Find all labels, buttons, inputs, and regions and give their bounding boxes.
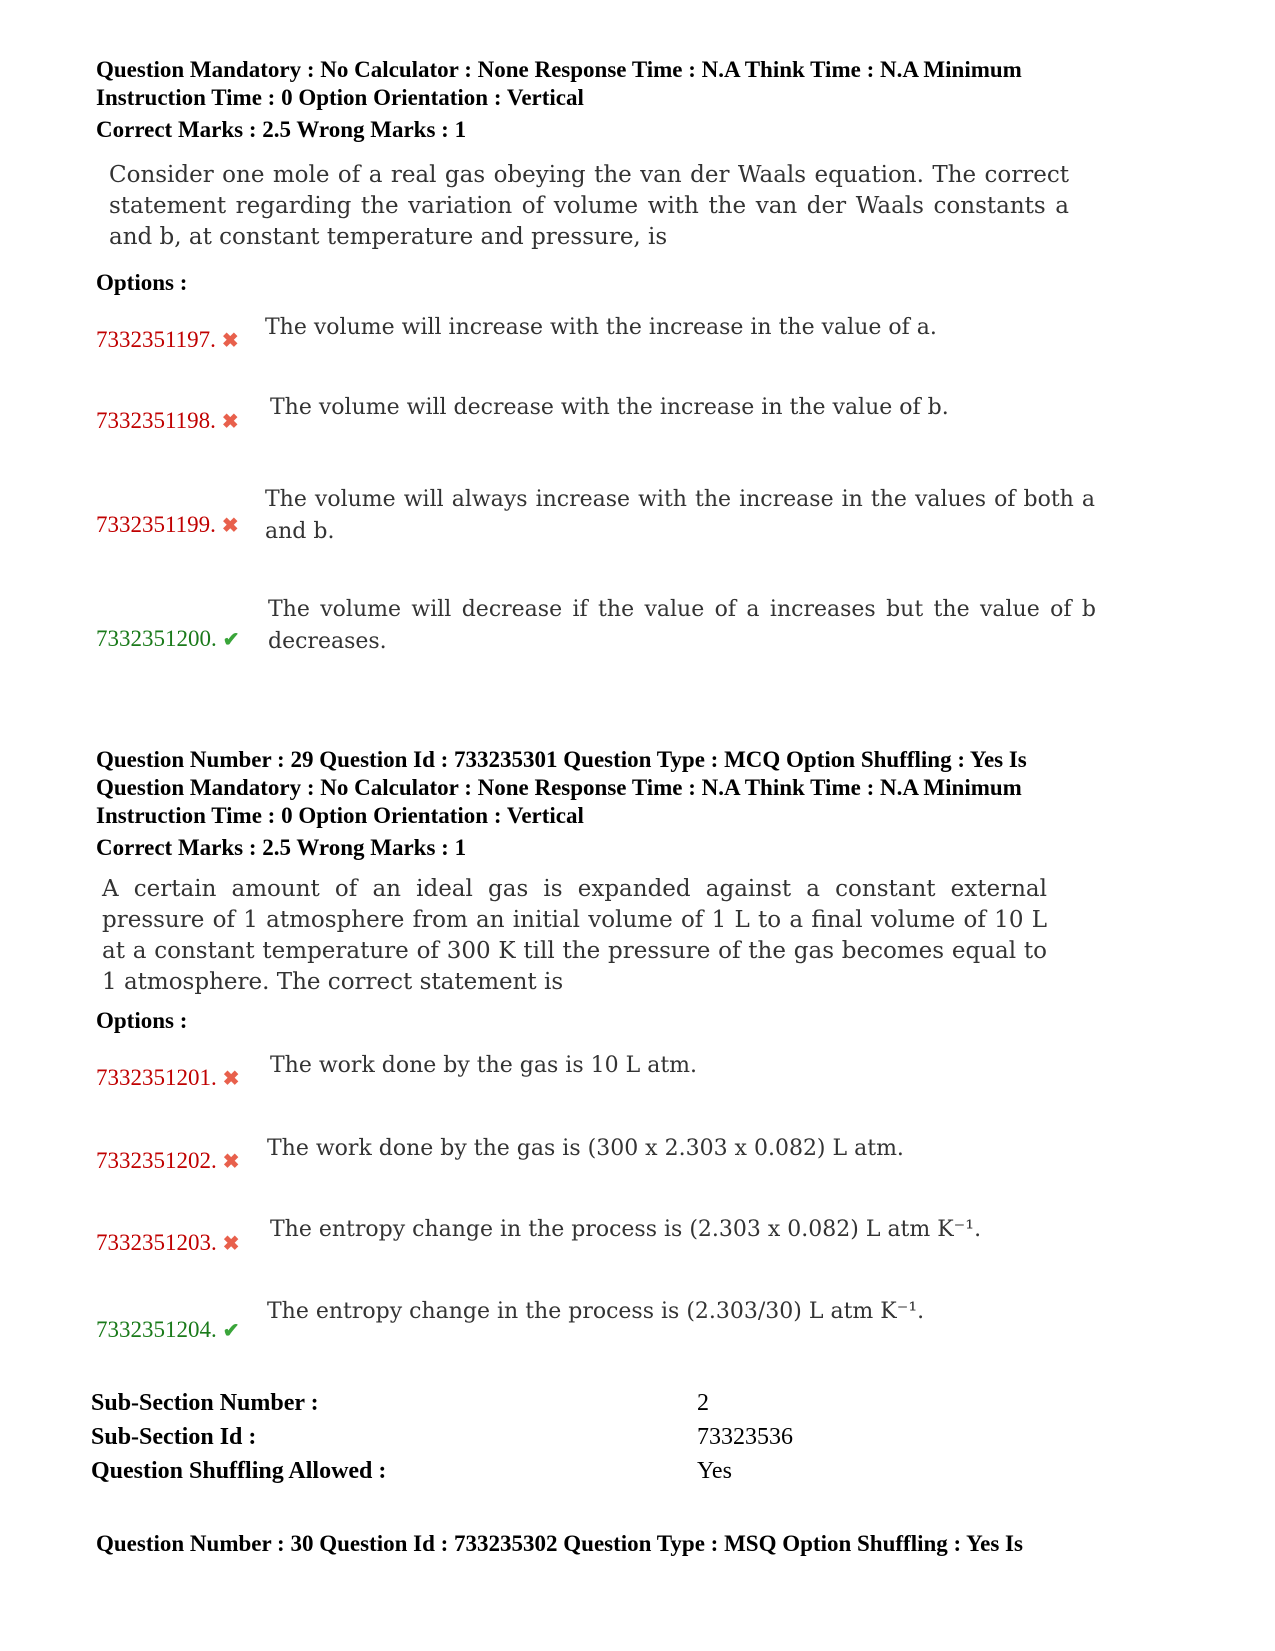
q28-option-3-id: 7332351199. ✖ [96, 512, 239, 537]
wrong-mark-icon: ✖ [221, 515, 239, 537]
wrong-mark-icon: ✖ [221, 330, 239, 352]
subsection-id-label: Sub-Section Id : [91, 1424, 257, 1450]
q29-option-2-text: The work done by the gas is (300 x 2.303 x 0.082) L atm. [267, 1136, 904, 1161]
q29-option-3-id: 7332351203. ✖ [96, 1230, 240, 1255]
q28-option-1-text: The volume will increase with the increase in the value of a. [265, 315, 937, 340]
correct-mark-icon: ✔ [222, 1320, 240, 1342]
wrong-mark-icon: ✖ [221, 411, 239, 433]
q30-meta-line-1: Question Number : 30 Question Id : 733235302 Question Type : MSQ Option Shuffling : Yes Is [96, 1531, 1023, 1556]
q28-option-4-text: The volume will decrease if the value of a increases but the value of b decreases. [268, 597, 1096, 654]
q28-option-2-text: The volume will decrease with the increase in the value of b. [270, 395, 949, 420]
q28-marks: Correct Marks : 2.5 Wrong Marks : 1 [96, 117, 467, 142]
q29-meta-line-2: Question Mandatory : No Calculator : None Response Time : N.A Think Time : N.A Minimum [96, 775, 1022, 800]
subsection-id-value: 73323536 [697, 1424, 793, 1450]
wrong-mark-icon: ✖ [222, 1068, 240, 1090]
subsection-number-value: 2 [697, 1390, 709, 1416]
q29-option-4-text: The entropy change in the process is (2.303/30) L atm K⁻¹. [267, 1299, 925, 1324]
question-shuffling-value: Yes [697, 1458, 732, 1484]
q28-meta-line-2: Instruction Time : 0 Option Orientation : Vertical [96, 85, 584, 110]
subsection-number-label: Sub-Section Number : [91, 1390, 319, 1416]
correct-mark-icon: ✔ [222, 629, 240, 651]
q29-marks: Correct Marks : 2.5 Wrong Marks : 1 [96, 835, 467, 860]
q29-option-1-id: 7332351201. ✖ [96, 1065, 240, 1090]
q29-options-label: Options : [96, 1008, 188, 1033]
q29-meta-line-1: Question Number : 29 Question Id : 733235301 Question Type : MCQ Option Shuffling : Yes Is [96, 747, 1027, 772]
q29-meta-line-3: Instruction Time : 0 Option Orientation : Vertical [96, 803, 584, 828]
question-shuffling-label: Question Shuffling Allowed : [91, 1458, 387, 1484]
q29-option-1-text: The work done by the gas is 10 L atm. [270, 1053, 698, 1078]
q28-option-1-id: 7332351197. ✖ [96, 327, 239, 352]
q28-options-label: Options : [96, 270, 188, 295]
q28-option-4-id: 7332351200. ✔ [96, 626, 240, 651]
wrong-mark-icon: ✖ [222, 1151, 240, 1173]
q29-option-4-id: 7332351204. ✔ [96, 1317, 240, 1342]
q29-option-3-text: The entropy change in the process is (2.303 x 0.082) L atm K⁻¹. [270, 1217, 982, 1242]
q28-option-3-text: The volume will always increase with the increase in the values of both a and b. [265, 487, 1095, 544]
wrong-mark-icon: ✖ [222, 1233, 240, 1255]
q28-option-2-id: 7332351198. ✖ [96, 408, 239, 433]
q29-option-2-id: 7332351202. ✖ [96, 1148, 240, 1173]
q28-meta-line-1: Question Mandatory : No Calculator : None Response Time : N.A Think Time : N.A Minimum [96, 57, 1022, 82]
q29-stem: A certain amount of an ideal gas is expanded against a constant external pressure of 1 atmosphere from an initial volume of 1 L to a final volume of 10 L at a constant temperature of 300 K till the pressure of the gas becomes equal to 1 atmosphere. The correct statement is [102, 876, 1047, 995]
q28-stem: Consider one mole of a real gas obeying the van der Waals equation. The correct statement regarding the variation of volume with the van der Waals constants a and b, at constant temperature and pressure, is [109, 162, 1069, 250]
